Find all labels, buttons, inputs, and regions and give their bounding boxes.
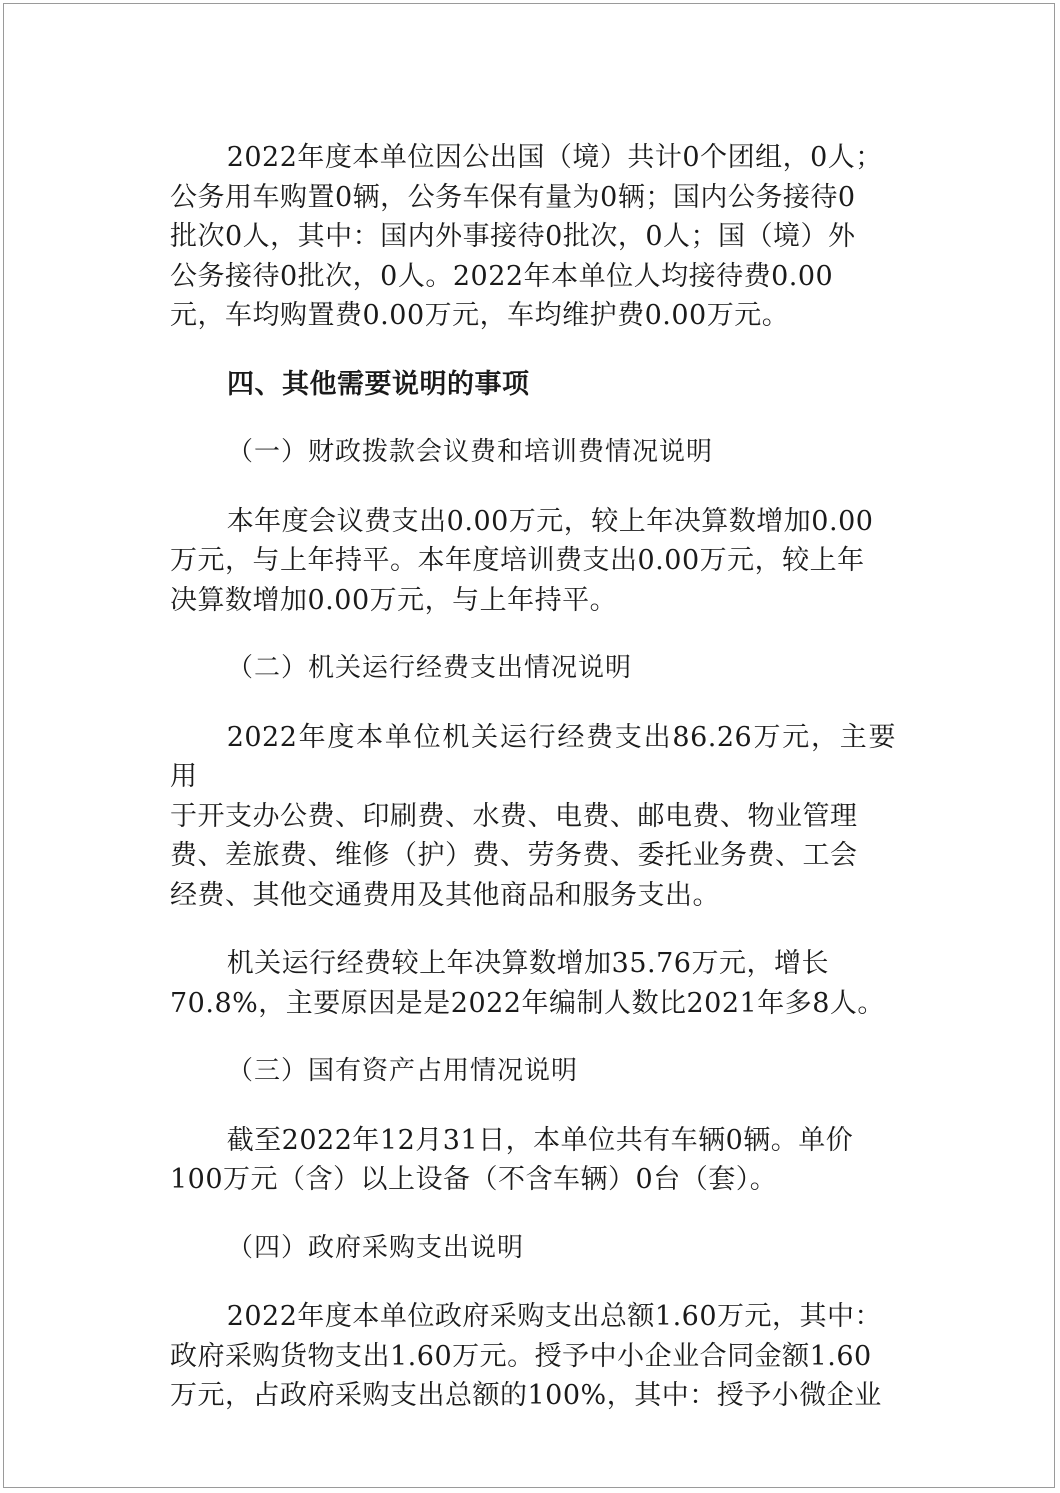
page-frame: [3, 3, 1055, 1488]
subheading-government-procurement: （四）政府采购支出说明: [227, 1232, 525, 1263]
subheading-meeting-training-fees: （一）财政拨款会议费和培训费情况说明: [227, 437, 714, 467]
document-body: [170, 138, 896, 1445]
paragraph-state-assets: 截至2022年12月31日，本单位共有车辆0辆。单价 100万元（含）以上设备（不含车辆）0台（套）。: [170, 1124, 854, 1195]
paragraph-meeting-training-fees: 本年度会议费支出0.00万元，较上年决算数增加0.00 万元，与上年持平。本年度培训费支出0.00万元，较上年 决算数增加0.00万元，与上年持平。: [170, 505, 874, 616]
paragraph-overseas-vehicles-reception: 2022年度本单位因公出国（境）共计0个团组，0人； 公务用车购置0辆，公务车保有量为0辆；国内公务接待0 批次0人，其中：国内外事接待0批次，0人；国（境）外 公务接待0批次，0人。2022年本单位人均接待费0.00 元，车均购置费0.00万元，车均维护费0.00万元。: [170, 142, 883, 331]
subheading-operating-expenses: （二）机关运行经费支出情况说明: [227, 653, 633, 683]
paragraph-operating-expenses-change: 机关运行经费较上年决算数增加35.76万元，增长 70.8%，主要原因是是2022年编制人数比2021年多8人。: [170, 948, 885, 1019]
subheading-state-assets: （三）国有资产占用情况说明: [227, 1056, 579, 1086]
paragraph-operating-expenses: 2022年度本单位机关运行经费支出86.26万元，主要用 于开支办公费、印刷费、水费、电费、邮电费、物业管理 费、差旅费、维修（护）费、劳务费、委托业务费、工会 经费、其他交通费用及其他商品和服务支出。: [170, 721, 896, 911]
section-heading-other-matters: 四、其他需要说明的事项: [227, 368, 530, 400]
paragraph-government-procurement: 2022年度本单位政府采购支出总额1.60万元，其中： 政府采购货物支出1.60万元。授予中小企业合同金额1.60 万元，占政府采购支出总额的100%，其中：授予小微企业: [170, 1301, 883, 1411]
